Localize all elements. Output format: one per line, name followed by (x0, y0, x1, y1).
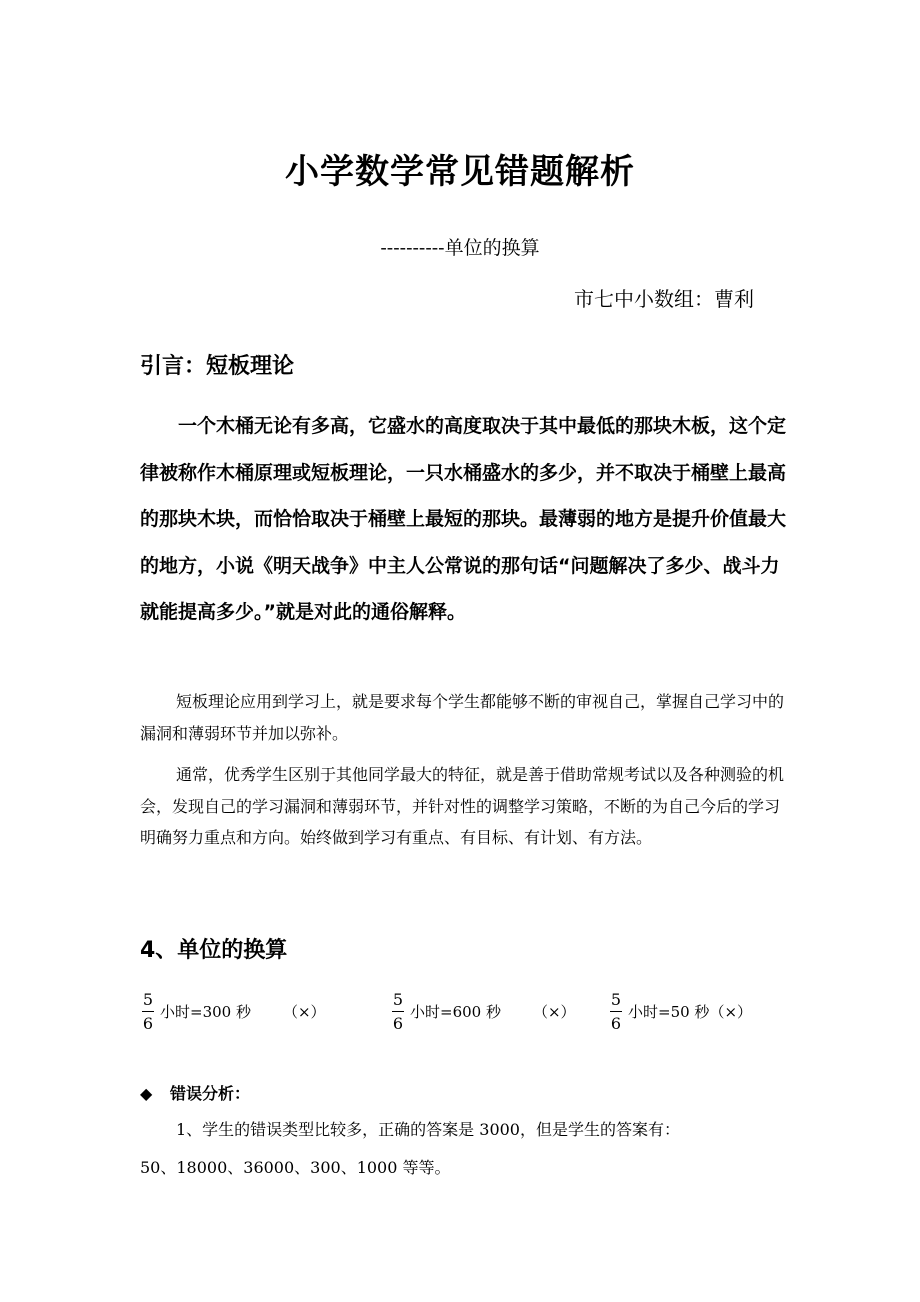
fraction-denominator: 6 (392, 1014, 404, 1033)
fraction-bar (392, 1011, 404, 1012)
document-subtitle: ----------单位的换算 (380, 237, 540, 259)
intro-paragraph-2: 通常，优秀学生区别于其他同学最大的特征，就是善于借助常规考试以及各种测验的机会，发现自己的学习漏洞和薄弱环节，并针对性的调整学习策略，不断的为自己今后的学习明确努力重点和方向。始终做到学习有重点、有目标、有计划、有方法。 (140, 765, 785, 847)
fraction-bar (610, 1011, 622, 1012)
intro-paragraph-1: 短板理论应用到学习上，就是要求每个学生都能够不断的审视自己，掌握自己学习中的漏洞和薄弱环节并加以弥补。 (140, 692, 785, 743)
analysis-label: 错误分析： (170, 1084, 251, 1103)
analysis-bullet (140, 1081, 250, 1104)
fraction-numerator: 5 (610, 990, 622, 1009)
intro-bold-paragraph: 一个木桶无论有多高，它盛水的高度取决于其中最低的那块木板，这个定律被称作木桶原理或短板理论，一只水桶盛水的多少，并不取决于桶壁上最高的那块木块，而恰恰取决于桶壁上最短的那块。最薄弱的地方是提升价值最大的地方，小说《明天战争》中主人公常说的那句话“问题解决了多少、战斗力就能提高多少。”就是对此的通俗解释。 (140, 415, 787, 623)
example-mark: （×） (709, 1003, 753, 1021)
fraction-bar (142, 1011, 154, 1012)
example-equation: 小时=50 秒 (628, 1003, 710, 1021)
example-mark: （×） (532, 1003, 576, 1021)
analysis-line-2: 50、18000、36000、300、1000 等等。 (140, 1158, 451, 1177)
intro-heading: 引言：短板理论 (140, 354, 295, 379)
example-equation: 小时=300 秒 (160, 1003, 251, 1021)
fraction-numerator: 5 (142, 990, 154, 1009)
document-title: 小学数学常见错题解析 (285, 152, 635, 192)
fraction-numerator: 5 (392, 990, 404, 1009)
example-mark: （×） (282, 1003, 326, 1021)
example-equation: 小时=600 秒 (410, 1003, 501, 1021)
fraction-denominator: 6 (142, 1014, 154, 1033)
author-line: 市七中小数组：曹利 (574, 287, 754, 311)
analysis-line-1: 1、学生的错误类型比较多，正确的答案是 3000，但是学生的答案有： (176, 1120, 680, 1139)
fraction-denominator: 6 (610, 1014, 622, 1033)
section-4-heading: 4、单位的换算 (140, 938, 288, 963)
diamond-bullet-icon: ◆ (140, 1084, 153, 1103)
